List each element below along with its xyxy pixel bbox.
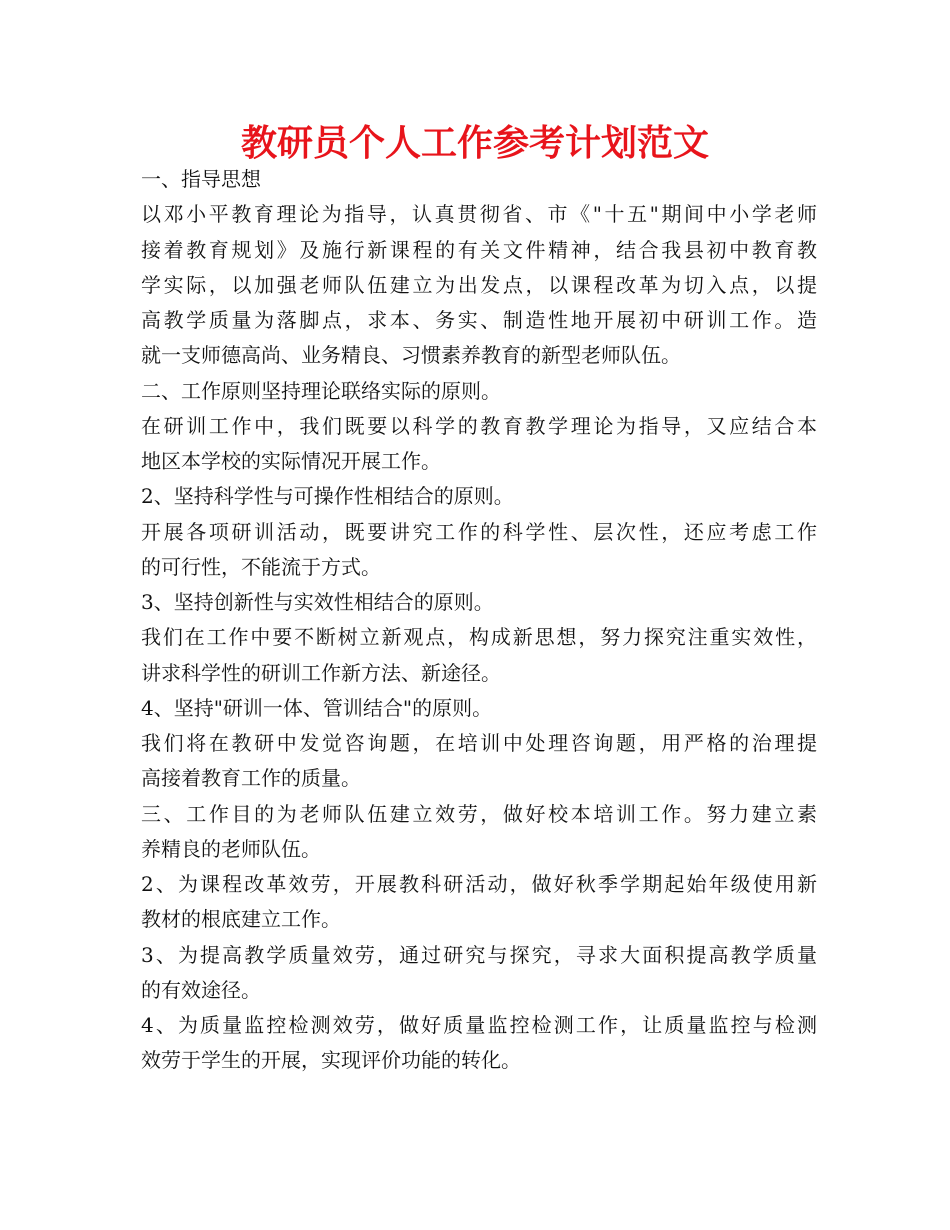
paragraph-line: 地区本学校的实际情况开展工作。 (141, 449, 441, 473)
paragraph-line: 的有效途径。 (141, 977, 261, 1002)
paragraph-line: 开展各项研训活动，既要讲究工作的科学性、层次性，还应考虑工作 (141, 519, 817, 544)
paragraph-line: 以邓小平教育理论为指导，认真贯彻省、市《"十五"期间中小学老师 (141, 202, 817, 227)
section-heading-work-principles: 二、工作原则坚持理论联络实际的原则。 (141, 378, 501, 403)
paragraph-line: 高教学质量为落脚点，求本、务实、制造性地开展初中研训工作。造 (141, 308, 817, 332)
paragraph-line: 我们在工作中要不断树立新观点，构成新思想，努力探究注重实效性， (141, 625, 817, 650)
goal-line: 2、为课程改革效劳，开展教科研活动，做好秋季学期起始年级使用新 (141, 872, 817, 896)
paragraph-line: 在研训工作中，我们既要以科学的教育教学理论为指导，又应结合本 (141, 413, 817, 438)
paragraph-line: 效劳于学生的开展，实现评价功能的转化。 (141, 1048, 521, 1073)
principle-heading: 3、坚持创新性与实效性相结合的原则。 (141, 590, 494, 614)
paragraph-line: 养精良的老师队伍。 (141, 836, 321, 861)
paragraph-line: 学实际，以加强老师队伍建立为出发点，以课程改革为切入点，以提 (141, 272, 817, 297)
document-body (141, 162, 817, 1079)
document-title: 教研员个人工作参考计划范文 (240, 123, 709, 164)
paragraph-line: 讲求科学性的研训工作新方法、新途径。 (141, 660, 501, 685)
section-heading-work-goals: 三、工作目的为老师队伍建立效劳，做好校本培训工作。努力建立素 (141, 801, 817, 826)
section-heading-guiding-thought: 一、指导思想 (141, 167, 261, 191)
paragraph-line: 的可行性，不能流于方式。 (141, 554, 381, 579)
paragraph-line: 接着教育规划》及施行新课程的有关文件精神，结合我县初中教育教 (141, 237, 817, 262)
paragraph-line: 我们将在教研中发觉咨询题，在培训中处理咨询题，用严格的治理提 (141, 731, 817, 755)
paragraph-line: 就一支师德高尚、业务精良、习惯素养教育的新型老师队伍。 (141, 343, 681, 368)
goal-line: 3、为提高教学质量效劳，通过研究与探究，寻求大面积提高教学质量 (141, 942, 817, 967)
principle-heading: 4、坚持"研训一体、管训结合"的原则。 (141, 695, 493, 720)
paragraph-line: 高接着教育工作的质量。 (141, 766, 361, 791)
principle-heading: 2、坚持科学性与可操作性相结合的原则。 (141, 484, 514, 509)
goal-line: 4、为质量监控检测效劳，做好质量监控检测工作，让质量监控与检测 (141, 1013, 817, 1037)
paragraph-line: 教材的根底建立工作。 (141, 907, 341, 932)
